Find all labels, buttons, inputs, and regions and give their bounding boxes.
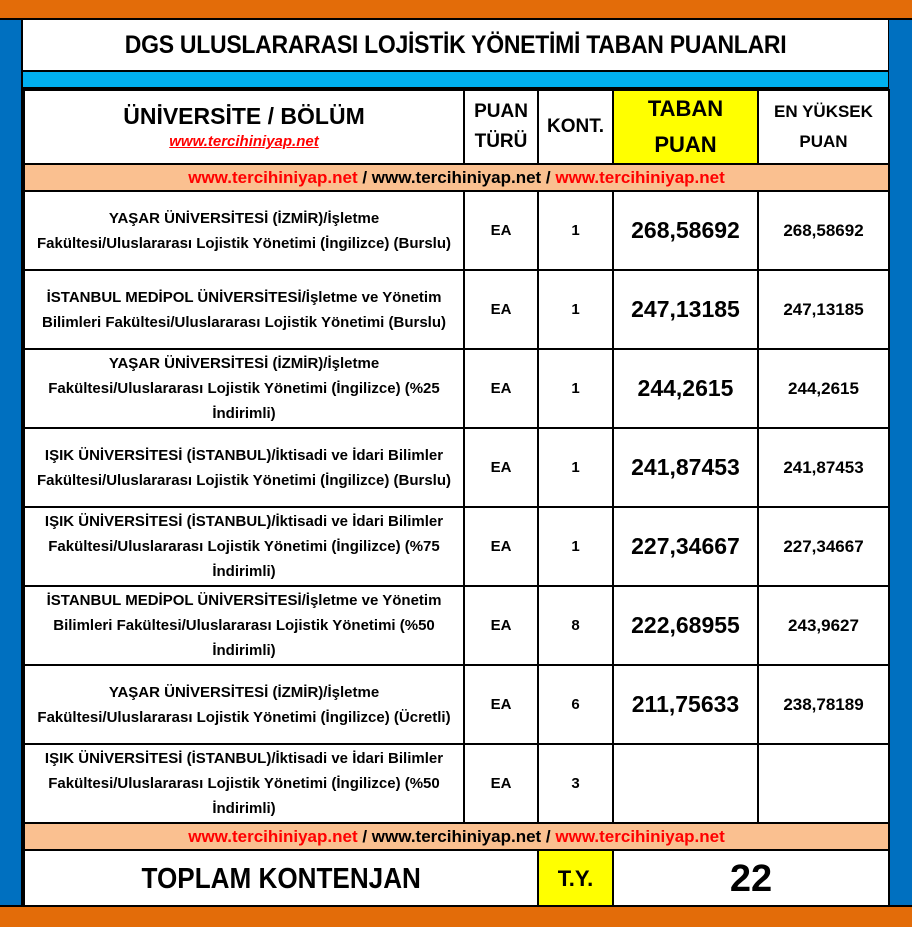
total-quota-value: 22: [613, 850, 889, 908]
url-separator: /: [357, 167, 372, 187]
url-link[interactable]: www.tercihiniyap.net: [555, 167, 725, 187]
url-band-top-cell: [24, 164, 889, 191]
max-score-cell: 238,78189: [758, 665, 889, 744]
score-type-cell: EA: [464, 270, 538, 349]
header-score-type-line1: PUAN: [474, 101, 528, 122]
score-type-cell: EA: [464, 744, 538, 823]
header-max-score: [758, 90, 889, 164]
score-type-cell: EA: [464, 586, 538, 665]
header-base-score: [613, 90, 758, 164]
program-cell: İSTANBUL MEDİPOL ÜNİVERSİTESİ/İşletme ve Yönetim Bilimleri Fakültesi/Uluslararası Lojistik Yönetimi (%50 İndirimli): [24, 586, 464, 665]
program-cell: YAŞAR ÜNİVERSİTESİ (İZMİR)/İşletme Fakültesi/Uluslararası Lojistik Yönetimi (İngilizce) (Burslu): [24, 191, 464, 270]
url-separator: /: [541, 167, 556, 187]
program-cell: IŞIK ÜNİVERSİTESİ (İSTANBUL)/İktisadi ve İdari Bilimler Fakültesi/Uluslararası Lojistik Yönetimi (İngilizce) (Burslu): [24, 428, 464, 507]
url-separator: /: [357, 826, 372, 846]
header-max-score-line1: EN YÜKSEK: [774, 102, 873, 121]
url-band-bottom: [24, 823, 889, 850]
program-cell: YAŞAR ÜNİVERSİTESİ (İZMİR)/İşletme Fakültesi/Uluslararası Lojistik Yönetimi (İngilizce) (%25 İndirimli): [24, 349, 464, 428]
total-label: TOPLAM KONTENJAN: [141, 862, 421, 895]
table-row: [24, 349, 889, 428]
score-type-cell: EA: [464, 349, 538, 428]
url-link[interactable]: www.tercihiniyap.net: [188, 826, 358, 846]
header-quota: KONT.: [538, 90, 613, 164]
header-university-label: ÜNİVERSİTE / BÖLÜM: [123, 103, 365, 129]
cyan-divider: [23, 72, 888, 89]
total-score-type: T.Y.: [538, 850, 613, 908]
table-row: [24, 507, 889, 586]
page-title: [23, 20, 888, 72]
url-link[interactable]: www.tercihiniyap.net: [555, 826, 725, 846]
score-sheet: [23, 20, 888, 905]
bottom-orange-bar: [0, 905, 912, 927]
max-score-cell: 268,58692: [758, 191, 889, 270]
header-score-type-line2: TÜRÜ: [474, 131, 528, 152]
quota-cell: 3: [538, 744, 613, 823]
total-row: [24, 850, 889, 908]
table-row: [24, 428, 889, 507]
quota-cell: 6: [538, 665, 613, 744]
base-score-cell: 222,68955: [613, 586, 758, 665]
base-score-cell: [613, 744, 758, 823]
table-header-row: [24, 90, 889, 164]
right-blue-bar: [887, 20, 912, 905]
top-orange-bar: [0, 0, 912, 20]
quota-cell: 8: [538, 586, 613, 665]
base-score-cell: 244,2615: [613, 349, 758, 428]
table-row: [24, 665, 889, 744]
max-score-cell: 244,2615: [758, 349, 889, 428]
url-separator: /: [541, 826, 556, 846]
header-base-score-line1: TABAN: [647, 96, 724, 121]
quota-cell: 1: [538, 349, 613, 428]
max-score-cell: 247,13185: [758, 270, 889, 349]
quota-cell: 1: [538, 191, 613, 270]
scores-table: [23, 89, 890, 909]
max-score-cell: [758, 744, 889, 823]
table-row: [24, 270, 889, 349]
program-cell: IŞIK ÜNİVERSİTESİ (İSTANBUL)/İktisadi ve İdari Bilimler Fakültesi/Uluslararası Lojistik Yönetimi (İngilizce) (%75 İndirimli): [24, 507, 464, 586]
max-score-cell: 243,9627: [758, 586, 889, 665]
base-score-cell: 227,34667: [613, 507, 758, 586]
base-score-cell: 268,58692: [613, 191, 758, 270]
site-link[interactable]: www.tercihiniyap.net: [169, 133, 319, 150]
header-score-type: [464, 90, 538, 164]
score-type-cell: EA: [464, 665, 538, 744]
max-score-cell: 227,34667: [758, 507, 889, 586]
base-score-cell: 211,75633: [613, 665, 758, 744]
program-cell: YAŞAR ÜNİVERSİTESİ (İZMİR)/İşletme Fakültesi/Uluslararası Lojistik Yönetimi (İngilizce) (Ücretli): [24, 665, 464, 744]
left-blue-bar: [0, 20, 23, 905]
base-score-cell: 247,13185: [613, 270, 758, 349]
program-cell: IŞIK ÜNİVERSİTESİ (İSTANBUL)/İktisadi ve İdari Bilimler Fakültesi/Uluslararası Lojistik Yönetimi (İngilizce) (%50 İndirimli): [24, 744, 464, 823]
quota-cell: 1: [538, 507, 613, 586]
table-row: [24, 191, 889, 270]
url-link[interactable]: www.tercihiniyap.net: [371, 167, 542, 187]
max-score-cell: 241,87453: [758, 428, 889, 507]
url-band-bottom-cell: [24, 823, 889, 850]
base-score-cell: 241,87453: [613, 428, 758, 507]
total-label-cell: [24, 850, 538, 908]
score-type-cell: EA: [464, 428, 538, 507]
header-base-score-line2: PUAN: [654, 132, 717, 157]
url-band-top: [24, 164, 889, 191]
url-link[interactable]: www.tercihiniyap.net: [188, 167, 358, 187]
table-row: [24, 744, 889, 823]
quota-cell: 1: [538, 270, 613, 349]
table-row: [24, 586, 889, 665]
page-title-text: DGS ULUSLARARASI LOJİSTİK YÖNETİMİ TABAN PUANLARI: [124, 30, 787, 59]
quota-cell: 1: [538, 428, 613, 507]
program-cell: İSTANBUL MEDİPOL ÜNİVERSİTESİ/İşletme ve Yönetim Bilimleri Fakültesi/Uluslararası Lojistik Yönetimi (Burslu): [24, 270, 464, 349]
header-max-score-line2: PUAN: [799, 132, 848, 151]
header-university: [24, 90, 464, 164]
score-type-cell: EA: [464, 191, 538, 270]
score-type-cell: EA: [464, 507, 538, 586]
url-link[interactable]: www.tercihiniyap.net: [371, 826, 542, 846]
